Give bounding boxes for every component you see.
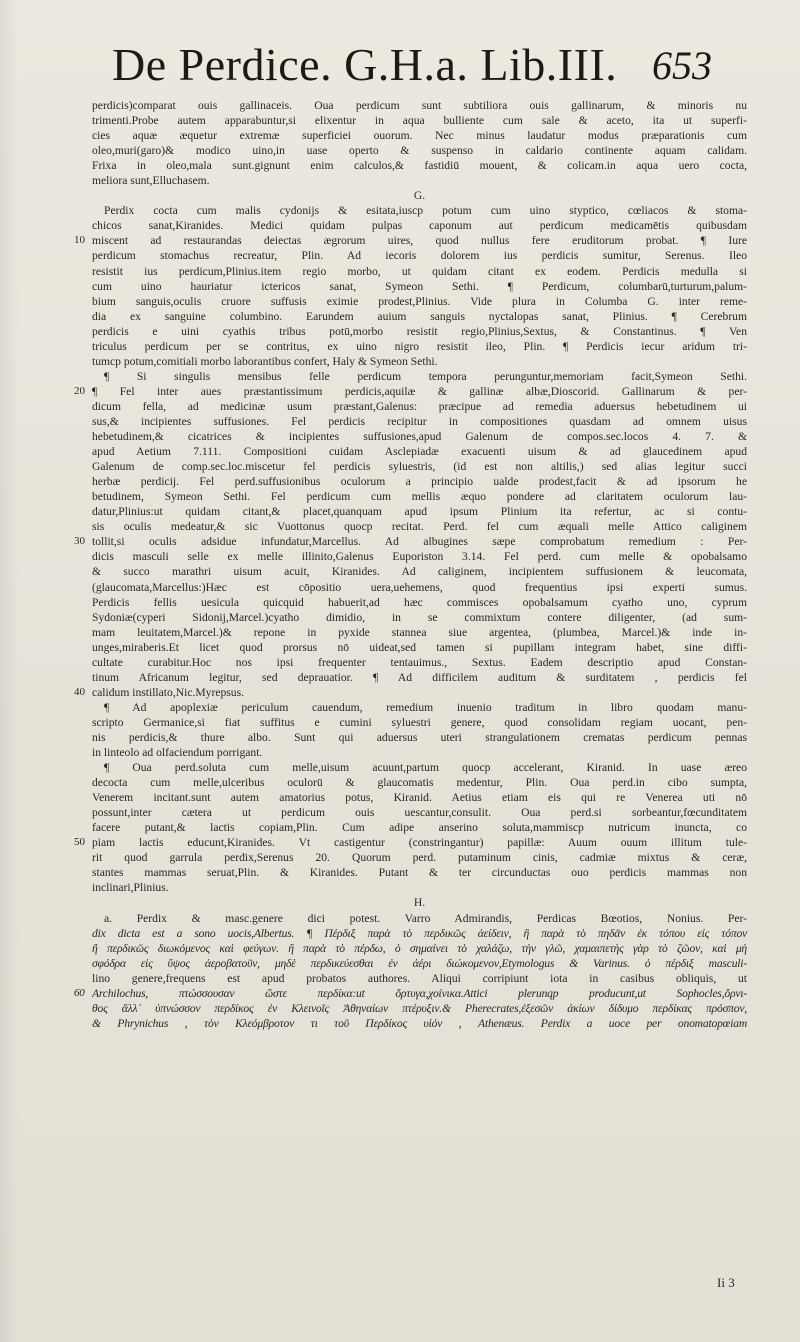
text-line bbox=[92, 610, 747, 625]
text-line-content: Galenum de comp.sec.loc.miscetur fel perdicis syluestris, (id est non altilis,) sed alias legitur succi bbox=[92, 460, 747, 474]
text-line bbox=[92, 474, 747, 489]
text-line bbox=[92, 113, 747, 128]
text-line-content: inclinari,Plinius. bbox=[92, 881, 169, 895]
text-line-content: lino genere,frequens est apud probatos authores. Aliqui corripiunt iota in casibus obliquis, ut bbox=[92, 971, 747, 985]
signature-mark: Ii 3 bbox=[717, 1275, 735, 1290]
text-line-content: oleo,muri(garo)& modico uino,in uase operto & suspenso in caldario continente aquam calidam. bbox=[92, 144, 747, 158]
text-line-content: dia ex sanguine columbino. Earundem auium sanguis nyctalopas sanat, Plinius. ¶ Cerebrum bbox=[92, 309, 747, 323]
text-line-content: cultate curabitur.Hoc nos ipsi frequenter tentauimus., Sextus. Eadem descriptio apud Constan- bbox=[92, 655, 747, 669]
text-line-content: apud Aetium 7.111. Compositioni cuidam Asclepiadæ exacuenti uisum & ad glaucedinem apud bbox=[92, 445, 747, 459]
text-line bbox=[74, 986, 747, 1001]
text-line bbox=[92, 564, 747, 579]
text-line bbox=[92, 414, 747, 429]
text-line-content: tumcp potum,comitiali morbo laborantibus confert, Haly & Symeon Sethi. bbox=[92, 354, 438, 368]
text-line-content: tinum Africanum legitur, sed deprauatior. ¶ Ad difficilem auditum & surditatem , perdicis fel bbox=[92, 670, 747, 684]
text-line bbox=[92, 188, 747, 203]
line-number: 20 bbox=[74, 384, 85, 397]
line-number: 40 bbox=[74, 685, 85, 698]
text-line bbox=[92, 670, 747, 685]
text-line bbox=[92, 850, 747, 865]
text-line-content: G. bbox=[413, 189, 426, 203]
text-line-content: betudinem, Symeon Sethi. Fel perdicum cum mellis æquo pondere ad claritatem oculorum lau- bbox=[92, 490, 747, 504]
line-number: 60 bbox=[74, 986, 85, 999]
text-line bbox=[92, 971, 747, 986]
text-line bbox=[92, 519, 747, 534]
text-line bbox=[92, 790, 747, 805]
text-line-content: facere putant,& lactis copiam,Plin. Cum adipe anserino soluta,mammiscp nutricum inuncta, co bbox=[92, 821, 747, 835]
text-line bbox=[92, 956, 747, 971]
text-line bbox=[92, 549, 747, 564]
text-line-content: Frixa in oleo,mala sunt.gignunt enim calculos,& fastidiū mouent, & colicam.in aqua uero cocta, bbox=[92, 159, 747, 173]
text-line-content: ¶ Fel inter aues præstantissimum perdicis,aquilæ & gallinæ albæ,Dioscorid. Gallinarum & per- bbox=[92, 384, 747, 398]
text-line-content: calidum instillato,Nic.Myrepsus. bbox=[92, 685, 244, 699]
text-line bbox=[92, 580, 747, 595]
text-line-content: stantes mammas seruat,Plin. & Kiranides. Putant & ter circunductas ouo perdicis mammas non bbox=[92, 866, 747, 880]
text-line-content: decocta cum melle,ulceribus oculorū & glaucomatis medentur, Plin. Oua perd.in cibo sumpta, bbox=[92, 776, 747, 790]
text-line-content: herbæ perdicij. Fel perd.suffusionibus oculorum a principio ualde prodest,facit & ad ipsorum he bbox=[92, 475, 747, 489]
text-line-content: tollit,si oculis adsidue infundatur,Marcellus. Ad albugines sæpe comprobatum remedium : Per- bbox=[92, 535, 747, 549]
text-line-content: unges,miraberis.Et licet quod prorsus nō uideat,sed tamen si pupillam integram habet, sine diffi- bbox=[92, 640, 747, 654]
text-line-content: ¶ Si singulis mensibus felle perdicum tempora perunguntur,memoriam facit,Symeon Sethi. bbox=[104, 369, 747, 383]
text-line bbox=[92, 655, 747, 670]
text-line-content: piam lactis educunt,Kiranides. Vt castigentur (constringantur) papillæ: Auum ouum illitum tule- bbox=[92, 836, 747, 850]
text-line-content: resistit ius perdicum,Plinius.item regio morbo, ut quidam citant ex eodem. Perdicis medulla si bbox=[92, 264, 747, 278]
text-line-content: Sydoniæ(cyperi Sidonij,Marcel.)cyatho dimidio, in se commixtum contere diligenter, (ad sum- bbox=[92, 610, 747, 624]
text-line-content: perdicum stomachus recreatur, Plin. Ad iecoris dolorem ius perdicis sumitur, Serenus. Ileo bbox=[92, 249, 747, 263]
text-line bbox=[92, 595, 747, 610]
text-line bbox=[74, 534, 747, 549]
line-number: 30 bbox=[74, 535, 85, 548]
text-line-content: (glaucomata,Marcellus:)Hæc est cōpositio uera,uehemens, quod frequentius ipsi experti sumus. bbox=[92, 580, 747, 594]
text-line-content: trimenti.Probe autem apparabuntur,si elixentur in aqua bulliente cum sale & aceto, ita ut superfi- bbox=[92, 114, 747, 128]
text-line bbox=[92, 248, 747, 263]
text-line bbox=[92, 504, 747, 519]
text-line bbox=[92, 459, 747, 474]
text-line bbox=[74, 685, 747, 700]
text-line bbox=[92, 926, 747, 941]
text-line-content: θος ἄλλ᾽ ὑπνώσσον περδίκος ἐν Κλεινοῖς Ἀθηναίων πτέρυξιν.& Pherecrates,ἐξεσῶν ἀκίων δίδυμο περδίκας πρόσπον, bbox=[92, 1001, 747, 1015]
text-line-content: sus,& incipientes suffusiones. Fel perdicis recipitur in compositiones quasdam ad omnem uisus bbox=[92, 414, 747, 428]
text-line-content: Archilochus, πτώσσουσαν ὥστε περδίκα:ut ὄρτυγα,χοίνικα.Attici plerunqp producunt,ut Sophocles,ὄρνι- bbox=[92, 986, 747, 1000]
text-line-content: dicum fella, ad medicinæ usum præstant,Galenus: præcipue ad remedia aduersus hebetudinem ui bbox=[92, 399, 747, 413]
line-number: 50 bbox=[74, 836, 85, 849]
text-line-content: in linteolo ad olfaciendum porrigant. bbox=[92, 746, 263, 760]
text-line bbox=[74, 835, 747, 850]
text-line-content: & succo marathri uisum acuit, Kiranides. Ad caliginem, incipientem suffusionem & leucomata, bbox=[92, 565, 747, 579]
text-line bbox=[92, 625, 747, 640]
text-line bbox=[92, 128, 747, 143]
page-header bbox=[112, 38, 712, 100]
text-line bbox=[92, 309, 747, 324]
text-line bbox=[92, 399, 747, 414]
text-line bbox=[92, 264, 747, 279]
text-line bbox=[92, 745, 747, 760]
running-title: De Perdice. G.H.a. Lib.III. bbox=[112, 39, 618, 90]
text-line-content: Perdix cocta cum malis cydonijs & esitata,iuscp potum cum uino styptico, cœliacos & stoma- bbox=[104, 204, 747, 218]
text-line-content: perdicis e uini cyathis tribus potū,morbo resistit regio,Plinius,Sextus, & Constantinus. ¶ Ven bbox=[92, 324, 747, 338]
text-line-content: ἢ περδικῶς διωκόμενος καὶ φεύγων. ἢ παρὰ τὸ πέρδω, ὁ σημαίνει τὸ χαλάζω, τὴν γλῶ, χαμαιπετὴς γὰρ τὸ ζῶον, καὶ μὴ bbox=[92, 941, 747, 955]
text-line bbox=[92, 640, 747, 655]
text-line bbox=[92, 880, 747, 895]
text-line-content: meliora sunt,Elluchasem. bbox=[92, 174, 210, 188]
text-line bbox=[92, 775, 747, 790]
text-line bbox=[92, 760, 747, 775]
text-line-content: ¶ Ad apoplexiæ periculum cauendum, remedium inuenio traditum in libro quodam manu- bbox=[104, 700, 747, 714]
text-line bbox=[92, 911, 747, 926]
text-line bbox=[92, 324, 747, 339]
text-line bbox=[92, 279, 747, 294]
text-line bbox=[92, 218, 747, 233]
text-line-content: sis oculis medeatur,& sic Vuottonus quocp recitat. Perd. fel cum æquali melle Attico caliginem bbox=[92, 520, 747, 534]
text-line-content: hebetudinem,& cicatrices & incipientes suffusiones,apud Galenum de compos.sec.locos 4. 7. & bbox=[92, 430, 747, 444]
text-line bbox=[92, 1016, 747, 1031]
text-line-content: datur,Plinius:ut quidam citant,& placet,quanquam apud ipsum Plinium ita refertur, ac si contu- bbox=[92, 505, 747, 519]
binding-shadow bbox=[0, 0, 18, 1342]
text-line-content: scripto Germanice,si fiat suffitus e cumini syluestri genere, quod consolidam regiam uocant, pen- bbox=[92, 715, 747, 729]
text-line-content: & Phrynichus , τὸν Κλεόμβροτον τι τοῦ Περδίκος υἱόν , Athenæus. Perdix a uoce per onomatopœiam bbox=[92, 1016, 747, 1030]
text-line-content: dix dicta est a sono uocis,Albertus. ¶ Πέρδιξ παρὰ τὸ περδικῶς ἀείδειν, ἢ παρὰ τὸ πηδᾶν ἐκ τόπου εἰς τόπον bbox=[92, 926, 747, 940]
text-line bbox=[92, 700, 747, 715]
line-number: 10 bbox=[74, 234, 85, 247]
text-line bbox=[92, 489, 747, 504]
text-line bbox=[92, 173, 747, 188]
text-line bbox=[92, 158, 747, 173]
text-line bbox=[92, 354, 747, 369]
text-line bbox=[92, 805, 747, 820]
text-line-content: ¶ Oua perd.soluta cum melle,uisum acuunt,partum quocp accelerant, Kiranid. In uase æreo bbox=[104, 761, 747, 775]
text-line-content: miscent ad restaurandas deiectas ægrorum uires, quod nullus fere eruditorum probat. ¶ Iure bbox=[92, 234, 747, 248]
body-text bbox=[74, 98, 747, 1031]
text-line-content: rit quod garrula perdix,Serenus 20. Quorum perd. putaminum cinis, cadmiæ mixtus & ceræ, bbox=[92, 851, 747, 865]
text-line-content: cies aquæ æquetur extremæ superficiei ouorum. Nec minus laudatur modus præparationis cum bbox=[92, 129, 747, 143]
text-line-content: H. bbox=[413, 896, 426, 910]
text-line bbox=[92, 203, 747, 218]
text-line-content: dicis masculi selle ex melle illinito,Galenus Euporiston 3.14. Fel perd. cum melle & opobalsamo bbox=[92, 550, 747, 564]
text-line-content: chicos sanat,Kiranides. Medici quidam pulpas caponum aut perdicum medicamētis quibusdam bbox=[92, 219, 747, 233]
text-line-content: a. Perdix & masc.genere dici potest. Varro Admirandis, Perdicas Bœotios, Nonius. Per- bbox=[104, 911, 747, 925]
text-line bbox=[92, 730, 747, 745]
text-line bbox=[92, 98, 747, 113]
text-line-content: mam leuitatem,Marcel.)& repone in pyxide stannea siue argentea, (plumbea, Marcel.)& inde in- bbox=[92, 625, 747, 639]
text-line-content: σφόδρα εἰς ὕψος ἀεροβατοῦν, μηδὲ περδικεύεσθαι ἐν ἀέρι διώκομενον,Etymologus & Varinus. ὁ πέρδιξ masculi- bbox=[92, 956, 747, 970]
text-line bbox=[92, 444, 747, 459]
text-line-content: perdicis)comparat ouis gallinaceis. Oua perdicum sunt subtiliora ouis gallinarum, & minoris nu bbox=[92, 99, 747, 112]
text-line bbox=[74, 233, 747, 248]
text-line bbox=[92, 895, 747, 910]
text-line bbox=[92, 429, 747, 444]
text-line bbox=[92, 294, 747, 309]
text-line bbox=[92, 143, 747, 158]
text-line-content: triculus perdicum per se contritus, ex uino nigro resistit ileo, Plin. ¶ Perdicis iecur aridum tri- bbox=[92, 339, 747, 353]
text-line bbox=[92, 339, 747, 354]
text-line-content: Perdicis fellis uesicula quicquid habuerit,ad hæc commisces opobalsamum cyatho uno, cyprum bbox=[92, 595, 747, 609]
text-line bbox=[92, 820, 747, 835]
text-line-content: possunt,inter cætera ut perdicum ouis uescantur,consulit. Oua perd.si sorbeantur,fœcunditatem bbox=[92, 806, 747, 820]
text-line-content: cum uino hauriatur ictericos sanat, Symeon Sethi. ¶ Perdicum, columbarū,turturum,palum- bbox=[92, 279, 747, 293]
page-number: 653 bbox=[652, 43, 712, 88]
text-line bbox=[92, 1001, 747, 1016]
text-line-content: Venerem incitant.sunt autem amatorius potus, Kiranid. Aetius etiam eis qui re Venerea uti nō bbox=[92, 791, 747, 805]
text-line bbox=[74, 384, 747, 399]
text-line bbox=[92, 369, 747, 384]
text-line-content: nis perdicis,& thure albo. Sunt qui aduersus uteri strangulationem crematas perdicum pennas bbox=[92, 730, 747, 744]
text-line bbox=[92, 865, 747, 880]
text-line-content: bium sanguis,oculis cruore suffusis eximie prodest,Plinius. Vide plura in Columba G. inter reme- bbox=[92, 294, 747, 308]
text-line bbox=[92, 941, 747, 956]
text-line bbox=[92, 715, 747, 730]
